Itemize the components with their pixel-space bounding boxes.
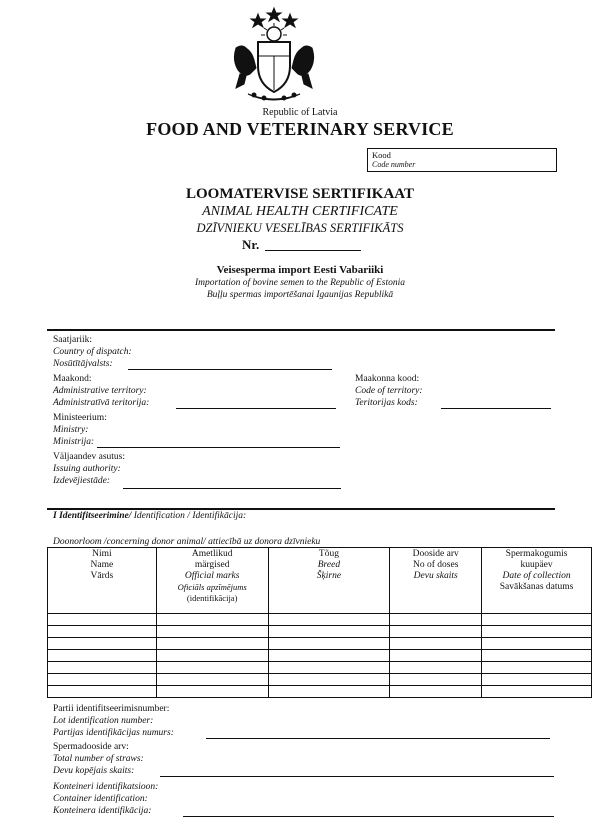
table-cell[interactable]: [156, 662, 268, 674]
service-title: FOOD AND VETERINARY SERVICE: [146, 119, 454, 139]
territory-code-label-et: Maakonna kood:: [355, 374, 420, 384]
territory-label-lv: Administratīvā teritorija:: [53, 398, 150, 408]
header-line: (identifikācija): [186, 593, 238, 603]
territory-field[interactable]: [176, 408, 336, 409]
header-line: Vārds: [90, 571, 114, 581]
table-cell[interactable]: [390, 638, 482, 650]
dispatch-label-et: Saatjariik:: [53, 335, 93, 345]
table-cell[interactable]: [48, 686, 157, 698]
table-row: [48, 626, 592, 638]
table-cell[interactable]: [156, 638, 268, 650]
table-cell[interactable]: [482, 650, 592, 662]
container-field[interactable]: [183, 816, 554, 817]
header-line: No of doses: [413, 560, 459, 570]
authority-label-lv: Izdevējiestāde:: [53, 476, 110, 486]
certificate-number-label: Nr.: [242, 237, 260, 252]
table-cell[interactable]: [482, 614, 592, 626]
table-cell[interactable]: [156, 674, 268, 686]
donor-table-caption: Doonorloom /concerning donor animal/ attiecībā uz donora dzīvnieku: [53, 537, 321, 547]
donor-table-header: [48, 548, 592, 614]
lot-number-field[interactable]: [206, 738, 550, 739]
certificate-title-en: ANIMAL HEALTH CERTIFICATE: [202, 204, 398, 219]
header-line: Ametlikud: [191, 549, 233, 559]
ministry-field[interactable]: [97, 447, 340, 448]
container-label-en: Container identification:: [53, 794, 148, 804]
table-cell[interactable]: [482, 626, 592, 638]
table-cell[interactable]: [48, 638, 157, 650]
straws-label-et: Spermadooside arv:: [53, 742, 129, 752]
code-label-en: Code number: [372, 160, 416, 169]
table-cell[interactable]: [482, 686, 592, 698]
ministry-label-lv: Ministrija:: [53, 437, 95, 447]
column-header-official-marks: [156, 548, 268, 614]
section-heading-rest: Identification / Identifikācija:: [131, 511, 247, 521]
table-cell[interactable]: [390, 650, 482, 662]
header-line: Spermakogumis: [505, 549, 568, 559]
header-line: Date of collection: [502, 571, 571, 581]
table-row: [48, 638, 592, 650]
table-cell[interactable]: [268, 674, 390, 686]
table-cell[interactable]: [482, 662, 592, 674]
dispatch-label-en: Country of dispatch:: [53, 347, 132, 357]
table-cell[interactable]: [482, 674, 592, 686]
table-cell[interactable]: [482, 638, 592, 650]
table-cell[interactable]: [156, 686, 268, 698]
header-line: Name: [90, 560, 114, 570]
table-row: [48, 662, 592, 674]
table-cell[interactable]: [390, 626, 482, 638]
table-cell[interactable]: [268, 638, 390, 650]
subtitle-et: Veisesperma import Eesti Vabariiki: [216, 264, 384, 276]
column-header-name: [48, 548, 157, 614]
header-line: Oficiāls apzīmējums: [177, 582, 247, 592]
table-cell[interactable]: [268, 662, 390, 674]
table-cell[interactable]: [268, 614, 390, 626]
donor-table: [47, 547, 592, 698]
table-cell[interactable]: [48, 650, 157, 662]
territory-label-et: Maakond:: [53, 374, 92, 384]
header-line: kuupäev: [520, 560, 553, 570]
lot-label-en: Lot identification number:: [53, 716, 154, 726]
header-line: Devu skaits: [413, 571, 458, 581]
territory-label-en: Administrative territory:: [53, 386, 147, 396]
table-cell[interactable]: [268, 626, 390, 638]
table-cell[interactable]: [390, 614, 482, 626]
table-cell[interactable]: [390, 662, 482, 674]
subtitle-lv: Buļļu spermas importēšanai Igaunijas Republikā: [206, 290, 394, 300]
ministry-label-en: Ministry:: [53, 425, 89, 435]
table-cell[interactable]: [48, 674, 157, 686]
code-number-box[interactable]: [367, 148, 557, 172]
table-cell[interactable]: [48, 614, 157, 626]
ministry-label-et: Ministeerium:: [53, 413, 107, 423]
territory-code-label-lv: Teritorijas kods:: [355, 398, 418, 408]
straws-label-lv: Devu kopējais skaits:: [53, 766, 135, 776]
header-line: Šķirne: [316, 571, 342, 581]
table-cell[interactable]: [156, 626, 268, 638]
header-line: Nimi: [92, 549, 112, 559]
section-divider-2: [47, 508, 555, 510]
authority-label-en: Issuing authority:: [53, 464, 121, 474]
container-label-lv: Konteinera identifikācija:: [53, 806, 152, 816]
header-line: Breed: [317, 560, 341, 570]
column-header-breed: [268, 548, 390, 614]
dispatch-label-lv: Nosūtītājvalsts:: [53, 359, 113, 369]
header-line: Official marks: [184, 571, 240, 581]
header-line: Dooside arv: [412, 549, 459, 559]
straws-field[interactable]: [160, 776, 554, 777]
certificate-title-et: LOOMATERVISE SERTIFIKAAT: [185, 186, 415, 202]
authority-label-et: Väljaandev asutus:: [53, 452, 126, 462]
lot-label-lv: Partijas identifikācijas numurs:: [53, 728, 174, 738]
header-line: Tõug: [318, 549, 339, 559]
header-line: märgised: [194, 560, 230, 570]
table-cell[interactable]: [48, 626, 157, 638]
authority-field[interactable]: [123, 488, 341, 489]
table-row: [48, 614, 592, 626]
table-cell[interactable]: [48, 662, 157, 674]
table-row: [48, 674, 592, 686]
table-row: [48, 686, 592, 698]
table-cell[interactable]: [390, 686, 482, 698]
subtitle-en: Importation of bovine semen to the Republic of Estonia: [194, 278, 406, 288]
dispatch-field[interactable]: [128, 369, 332, 370]
code-label: Kood: [372, 150, 391, 160]
column-header-collection-date: [482, 548, 592, 614]
latvia-coat-of-arms: [228, 4, 320, 102]
section-identification-heading: [53, 511, 246, 522]
header-line: Savākšanas datums: [499, 582, 574, 592]
table-cell[interactable]: [268, 686, 390, 698]
table-row: [48, 650, 592, 662]
table-cell[interactable]: [156, 614, 268, 626]
certificate-number-field[interactable]: [265, 250, 361, 251]
table-cell[interactable]: [268, 650, 390, 662]
table-cell[interactable]: [390, 674, 482, 686]
territory-code-field[interactable]: [441, 408, 551, 409]
column-header-doses: [390, 548, 482, 614]
lot-label-et: Partii identifitseerimisnumber:: [53, 704, 170, 714]
certificate-title-lv: DZĪVNIEKU VESELĪBAS SERTIFIKĀTS: [196, 221, 404, 235]
container-label-et: Konteineri identifikatsioon:: [53, 782, 159, 792]
territory-code-label-en: Code of territory:: [355, 386, 423, 396]
section-heading-et: I Identifitseerimine/: [53, 511, 132, 521]
republic-label: Republic of Latvia: [262, 107, 338, 118]
section-divider: [47, 329, 555, 331]
table-cell[interactable]: [156, 650, 268, 662]
straws-label-en: Total number of straws:: [53, 754, 144, 764]
